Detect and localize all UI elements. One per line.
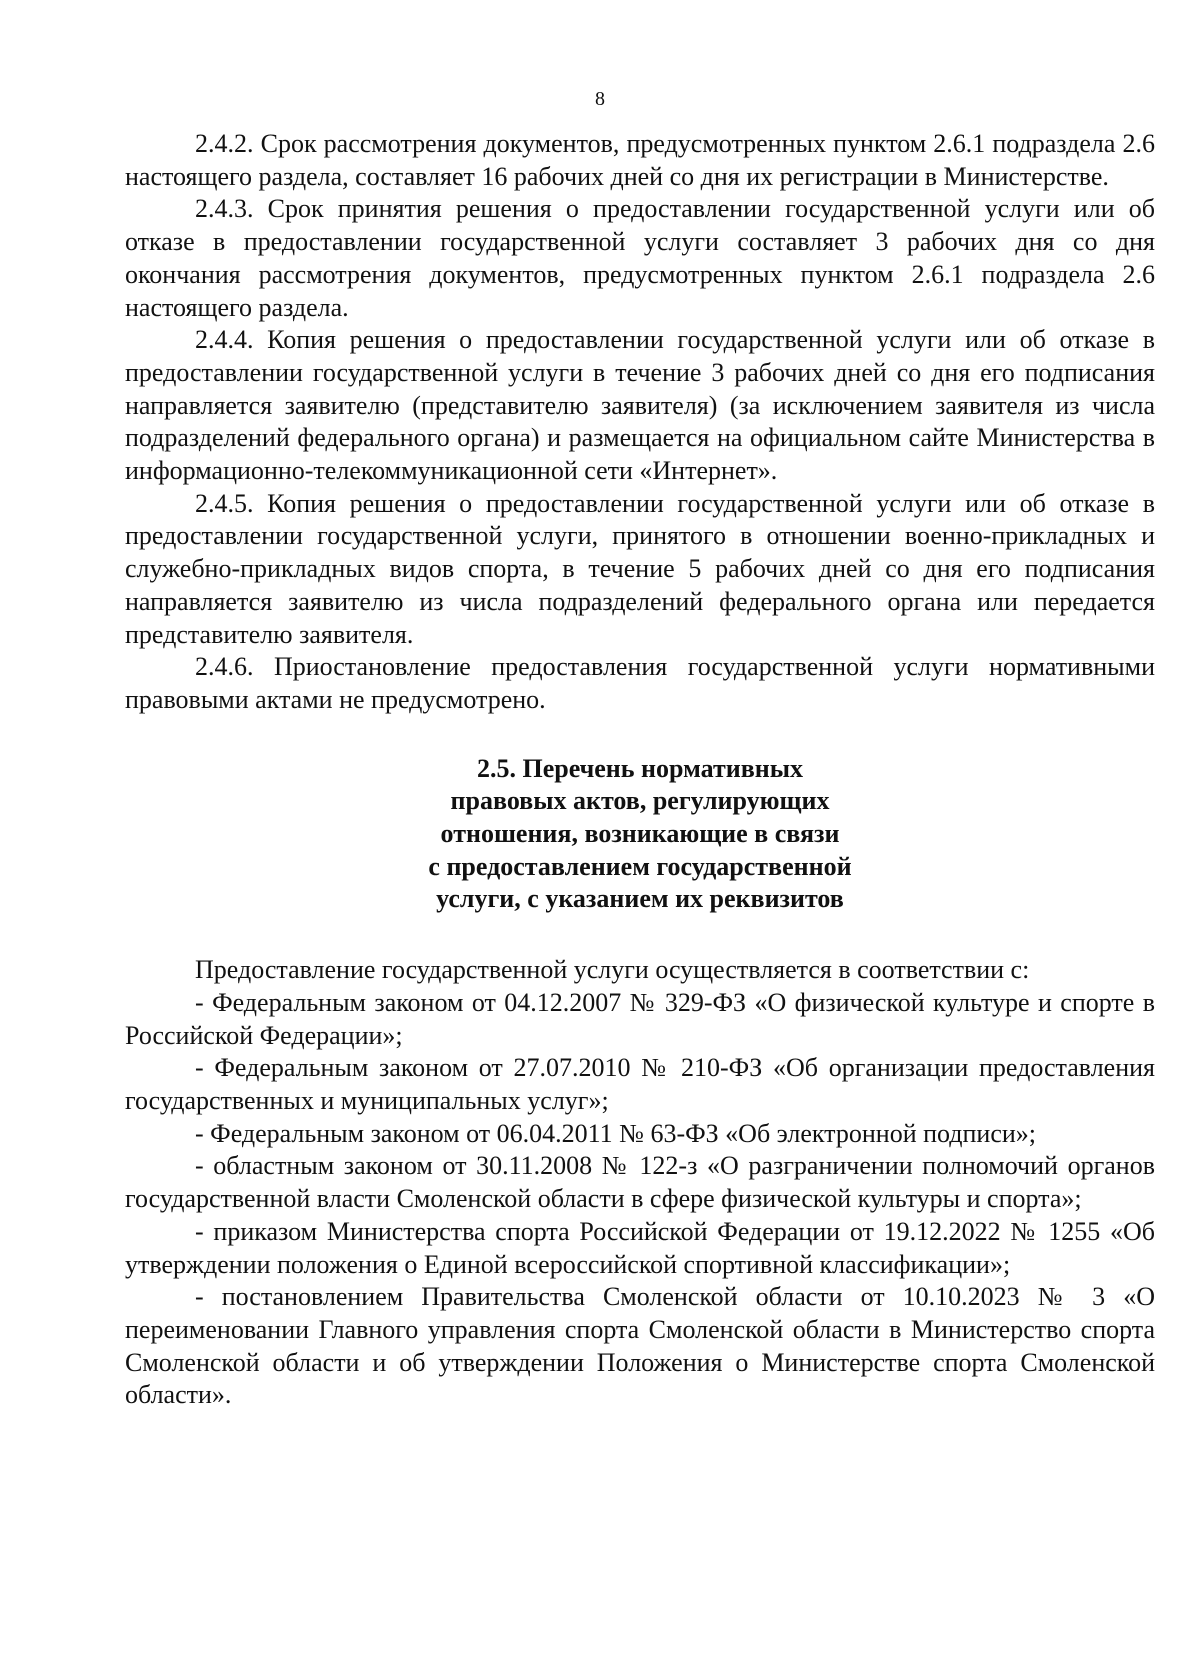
heading-line: правовых актов, регулирующих: [450, 786, 830, 816]
list-item-law-329: - Федеральным законом от 04.12.2007 № 329-ФЗ «О физической культуре и спорте в Российской Федерации»;: [125, 987, 1155, 1050]
list-item-law-63: - Федеральным законом от 06.04.2011 № 63-ФЗ «Об электронной подписи»;: [195, 1118, 1037, 1148]
heading-line: 2.5. Перечень нормативных: [476, 753, 804, 783]
paragraph-2-4-2: 2.4.2. Срок рассмотрения документов, предусмотренных пунктом 2.6.1 подраздела 2.6 настоящего раздела, составляет 16 рабочих дней со дня их регистрации в Министерстве.: [125, 129, 1155, 191]
list-item-law-210: - Федеральным законом от 27.07.2010 № 210-ФЗ «Об организации предоставления государственных и муниципальных услуг»;: [125, 1053, 1155, 1115]
page-number: 8: [595, 88, 605, 110]
paragraph-2-4-3: 2.4.3. Срок принятия решения о предоставлении государственной услуги или об отказе в предоставлении государственной услуги составляет 3 рабочих дня со дня окончания рассмотрения документов, предусмотренных пунктом 2.6.1 подраздела 2.6 настоящего раздела.: [125, 194, 1155, 322]
paragraph-2-4-4: 2.4.4. Копия решения о предоставлении государственной услуги или об отказе в предоставлении государственной услуги в течение 3 рабочих дней со дня его подписания направляется заявителю (представителю заявителя) (за исключением заявителя из числа подразделений федерального органа) и размещается на официальном сайте Министерства в информационно-телекоммуникационной сети «Интернет».: [125, 325, 1155, 486]
heading-line: отношения, возникающие в связи: [440, 819, 840, 849]
paragraph-2-4-5: 2.4.5. Копия решения о предоставлении государственной услуги или об отказе в предоставлении государственной услуги, принятого в отношении военно-прикладных и служебно-прикладных видов спорта, в течение 5 рабочих дней со дня его подписания направляется заявителю из числа подразделений федерального органа или передается представителю заявителя.: [125, 488, 1155, 649]
paragraph-intro: Предоставление государственной услуги осуществляется в соответствии с:: [195, 955, 1030, 985]
list-item-regional-law-122: - областным законом от 30.11.2008 № 122-з «О разграничении полномочий органов государственной власти Смоленской области в сфере физической культуры и спорта»;: [125, 1151, 1155, 1214]
heading-line: с предоставлением государственной: [428, 851, 852, 881]
page-content: [125, 128, 1155, 1412]
paragraph-2-4-6: 2.4.6. Приостановление предоставления государственной услуги нормативными правовыми актами не предусмотрено.: [125, 652, 1155, 714]
heading-line: услуги, с указанием их реквизитов: [436, 884, 844, 914]
section-heading-2-5: [125, 753, 1155, 917]
list-item-resolution-3: - постановлением Правительства Смоленской области от 10.10.2023 № 3 «О переименовании Главного управления спорта Смоленской области в Министерство спорта Смоленской области и об утверждении Положения о Министерстве спорта Смоленской области».: [125, 1282, 1155, 1410]
list-item-order-1255: - приказом Министерства спорта Российской Федерации от 19.12.2022 № 1255 «Об утверждении положения о Единой всероссийской спортивной классификации»;: [125, 1216, 1155, 1279]
